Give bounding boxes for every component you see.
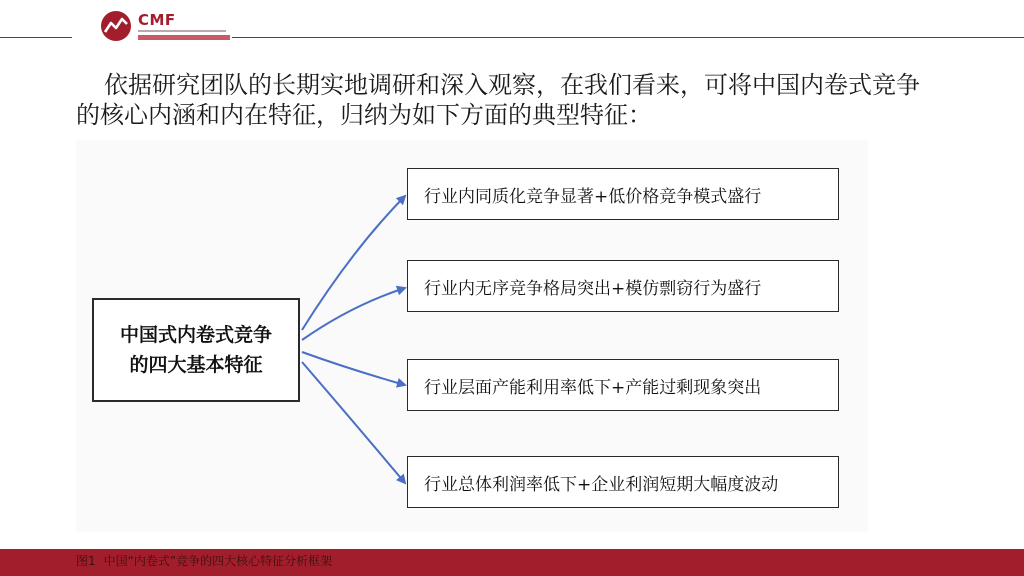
figure-caption-text: 中国“内卷式”竞争的四大核心特征分析框架 (103, 554, 333, 568)
feature-label-4: 行业总体利润率低下+企业利润短期大幅度波动 (424, 474, 779, 495)
figure-caption (76, 552, 332, 569)
intro-text: 依据研究团队的长期实地调研和深入观察，在我们看来，可将中国内卷式竞争的核心内涵和内在特征，归纳为如下方面的典型特征： (76, 71, 920, 129)
feature-label-3: 行业层面产能利用率低下+产能过剩现象突出 (424, 377, 762, 398)
main-concept-line1: 中国式内卷式竞争 (119, 324, 272, 346)
feature-label-1: 行业内同质化竞争显著+低价格竞争模式盛行 (424, 186, 762, 207)
feature-label-2: 行业内无序竞争格局突出+模仿剽窃行为盛行 (424, 278, 762, 299)
main-concept-line2: 的四大基本特征 (129, 354, 263, 376)
figure-number: 图1 (76, 554, 96, 568)
logo-text: CMF (138, 11, 176, 29)
arrow-to-feature-2 (302, 288, 405, 340)
